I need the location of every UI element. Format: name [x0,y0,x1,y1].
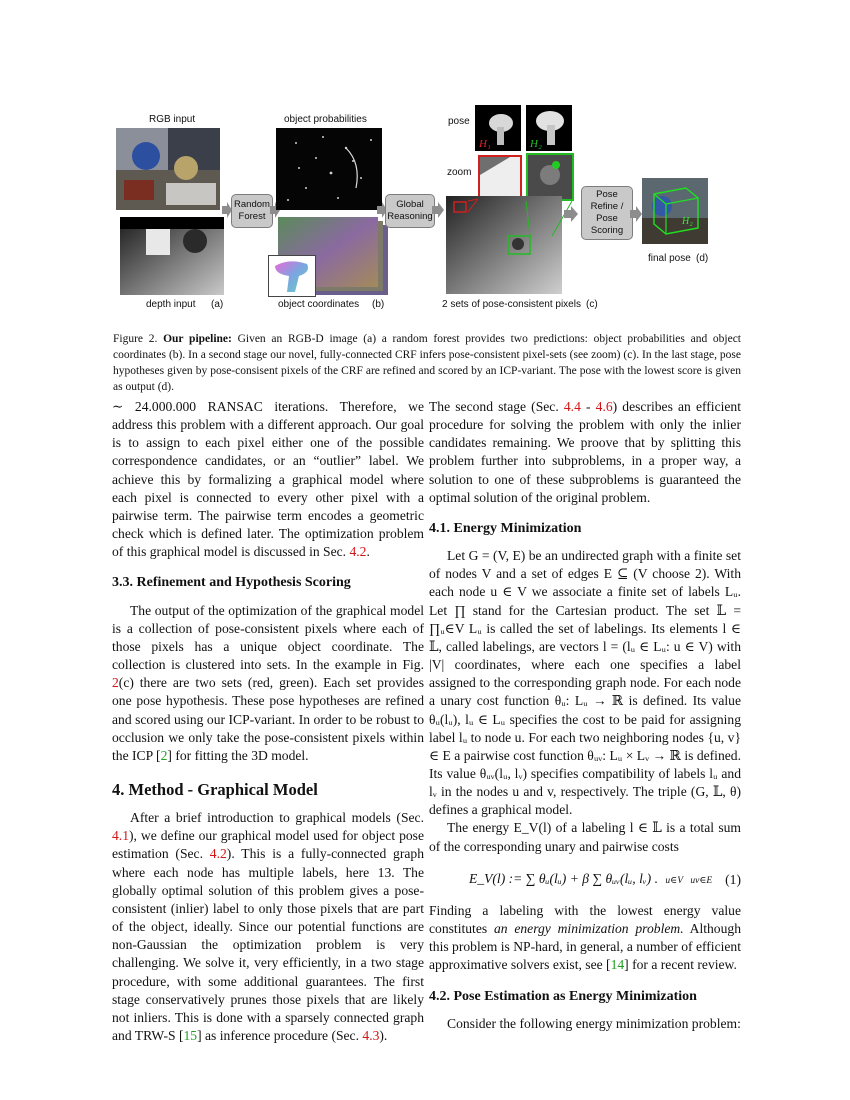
cite-14[interactable]: 14 [610,957,625,973]
equation-1 [469,870,741,890]
pose-refine-stage: Pose Refine / Pose Scoring [581,186,633,240]
depth-input-label: depth input [146,299,196,310]
arrow-5 [564,204,578,224]
h1-label: H₁ [479,138,491,150]
ref-sec-4-6[interactable]: 4.6 [595,399,613,414]
section-4-2-heading: 4.2. Pose Estimation as Energy Minimization [429,988,697,1004]
arrow-6 [630,204,642,224]
h2-label: H₂ [530,138,542,150]
depth-input-image [120,217,224,295]
right-paragraph-2: Let G = (V, E) be an undirected graph with a finite set of nodes V and a set of edges E ⊆ (V choose 2). With each node u ∈ V we associate a finite set of labels Lᵤ. Let ∏ stand for the Cartesian product. The set 𝕃 = ∏ᵤ∈V Lᵤ is called the set of labelings. Its elements l ∈ 𝕃, called labelings, are vectors l = (lᵤ ∈ Lᵤ: u ∈ V) with |V| coordinates, where each one specifies a label assigned to the corresponding graph node. For each node a unary cost function θᵤ: Lᵤ → ℝ is defined. Its value θᵤ(lᵤ), lᵤ ∈ Lᵤ specifies the cost to be paid for assigning label lᵤ to node u. For each two neighboring nodes {u, v} ∈ E a pairwise cost function θᵤᵥ: Lᵤ × Lᵥ → ℝ is defined. Its value θᵤᵥ(lᵤ, lᵥ) specifies compatibility of labels lᵤ and lᵥ in the nodes u and v, respectively. The triple (G, 𝕃, θ) defines a graphical model. [429,548,741,818]
left-paragraph-3: After a brief introduction to graphical models (Sec. 4.1), we define our graphical model used for object pose estimation (Sec. 4.2). This is a fully-connected graph where each node has multiple labels, here 13. The globally optimal solution of this problem gives a pose-consistent (inlier) label to only those pixels that are part of the object, ideally. Since our potential functions are non-Gaussian the optimization problem is very challenging. We solve it, very efficiently, in a two stage procedure, with some additional guarantees. The first stage conservatively prunes those pixels that are likely not inliers. This is done with a sparsely connected graph and TRW-S [15] as inference procedure (Sec. 4.3). [112,810,424,1043]
ref-fig-2[interactable]: 2 [112,675,119,691]
cite-15[interactable]: 15 [183,1028,198,1043]
equation-number: (1) [725,871,741,887]
arrow-4 [432,200,444,220]
left-paragraph-1: ∼ 24.000.000 RANSAC iterations. Therefore, we address this problem with a different approach. Our goal is to assign to each pixel either one of the possible correspondence candidates, or an “outlier” label. We achieve this by formalizing a graphical model where each pixel is connected to every other pixel with a pairwise term. The pairwise term encodes a geometric check which is defined later. The optimization problem of this graphical model is discussed in Sec. 4.2. [112,399,424,560]
section-4-heading: 4. Method - Graphical Model [112,779,318,799]
pose-hypothesis-1-image [475,105,521,151]
section-3-3-heading: 3.3. Refinement and Hypothesis Scoring [112,575,351,591]
label-c: (c) [586,299,598,310]
ref-sec-4-2[interactable]: 4.2 [349,544,367,560]
cite-2[interactable]: 2 [160,747,168,763]
label-b: (b) [372,299,385,310]
rgb-input-label: RGB input [149,114,196,125]
ref-sec-4-1[interactable]: 4.1 [112,828,129,844]
pose-sets-label: 2 sets of pose-consistent pixels [442,299,581,310]
rgb-input-image [116,128,220,210]
object-coordinates-label: object coordinates [278,299,360,310]
object-coordinates-inset [268,255,316,297]
pose-label: pose [448,116,470,127]
left-paragraph-2: The output of the optimization of the graphical model is a collection of pose-consistent pixels where each of those pixels has a unique object coordinate. The collection is clustered into sets. In the example in Fig. 2(c) there are two sets (red, green). Each set provides one pose hypothesis. These pose hypotheses are refined and scored using our ICP-variant. In order to be robust to occlusion we only take the pose-consistent pixels within the ICP [2] for fitting the 3D model. [112,602,424,763]
label-d: (d) [696,253,709,264]
pipeline-figure [112,100,740,320]
right-column [429,398,741,1033]
section-4-1-heading: 4.1. Energy Minimization [429,520,582,536]
object-probabilities-label: object probabilities [284,114,367,125]
random-forest-stage: Random Forest [231,194,273,228]
caption-prefix: Figure 2. [113,333,158,345]
global-reasoning-stage: Global Reasoning [385,194,435,228]
final-h2-label: H₂ [682,216,693,227]
right-paragraph-3: The energy E_V(l) of a labeling l ∈ 𝕃 is a total sum of the corresponding unary and pairwise costs [429,820,741,854]
label-a: (a) [211,299,224,310]
caption-text: Given an RGB-D image (a) a random forest provides two predictions: object probabilities and object coordinates (b). In a second stage our novel, fully-connected CRF infers pose-consistent pixel-sets (see zoom) (c). In the last stage, pose hypotheses given by pose-consisent pixels of the CRF are refined and scored by an ICP-variant. The pose with the lowest score is given as output (d). [113,333,741,393]
ref-sec-4-4[interactable]: 4.4 [563,399,581,414]
figure-caption [113,331,741,395]
caption-bold: Our pipeline: [163,333,232,345]
final-pose-label: final pose [648,253,691,264]
equation-body: E_V(l) := ∑ θᵤ(lᵤ) + β ∑ θᵤᵥ(lᵤ, lᵥ) . u∈V uv∈E [469,870,713,886]
right-paragraph-5: Consider the following energy minimization problem: [447,1015,741,1031]
right-paragraph-1: The second stage (Sec. 4.4 - 4.6) describes an efficient procedure for solving the problem with only the inlier candidates remaining. We proove that by splitting this problem further into subproblems, in a proper way, a solution to one of these subproblems is guaranteed the optimal solution of the original problem. [429,399,742,505]
pose-hypothesis-2-image [526,105,572,151]
ref-sec-4-2b[interactable]: 4.2 [209,846,227,862]
zoom-label: zoom [447,167,472,178]
object-probabilities-image [276,128,382,210]
left-column [112,398,424,1045]
ref-sec-4-3[interactable]: 4.3 [362,1028,380,1043]
right-paragraph-4: Finding a labeling with the lowest energy value constitutes an energy minimization problem. Although this problem is NP-hard, in general, a number of efficient approximative solvers exist, see [14] for a recent review. [429,902,741,973]
final-pose-image [642,178,708,244]
